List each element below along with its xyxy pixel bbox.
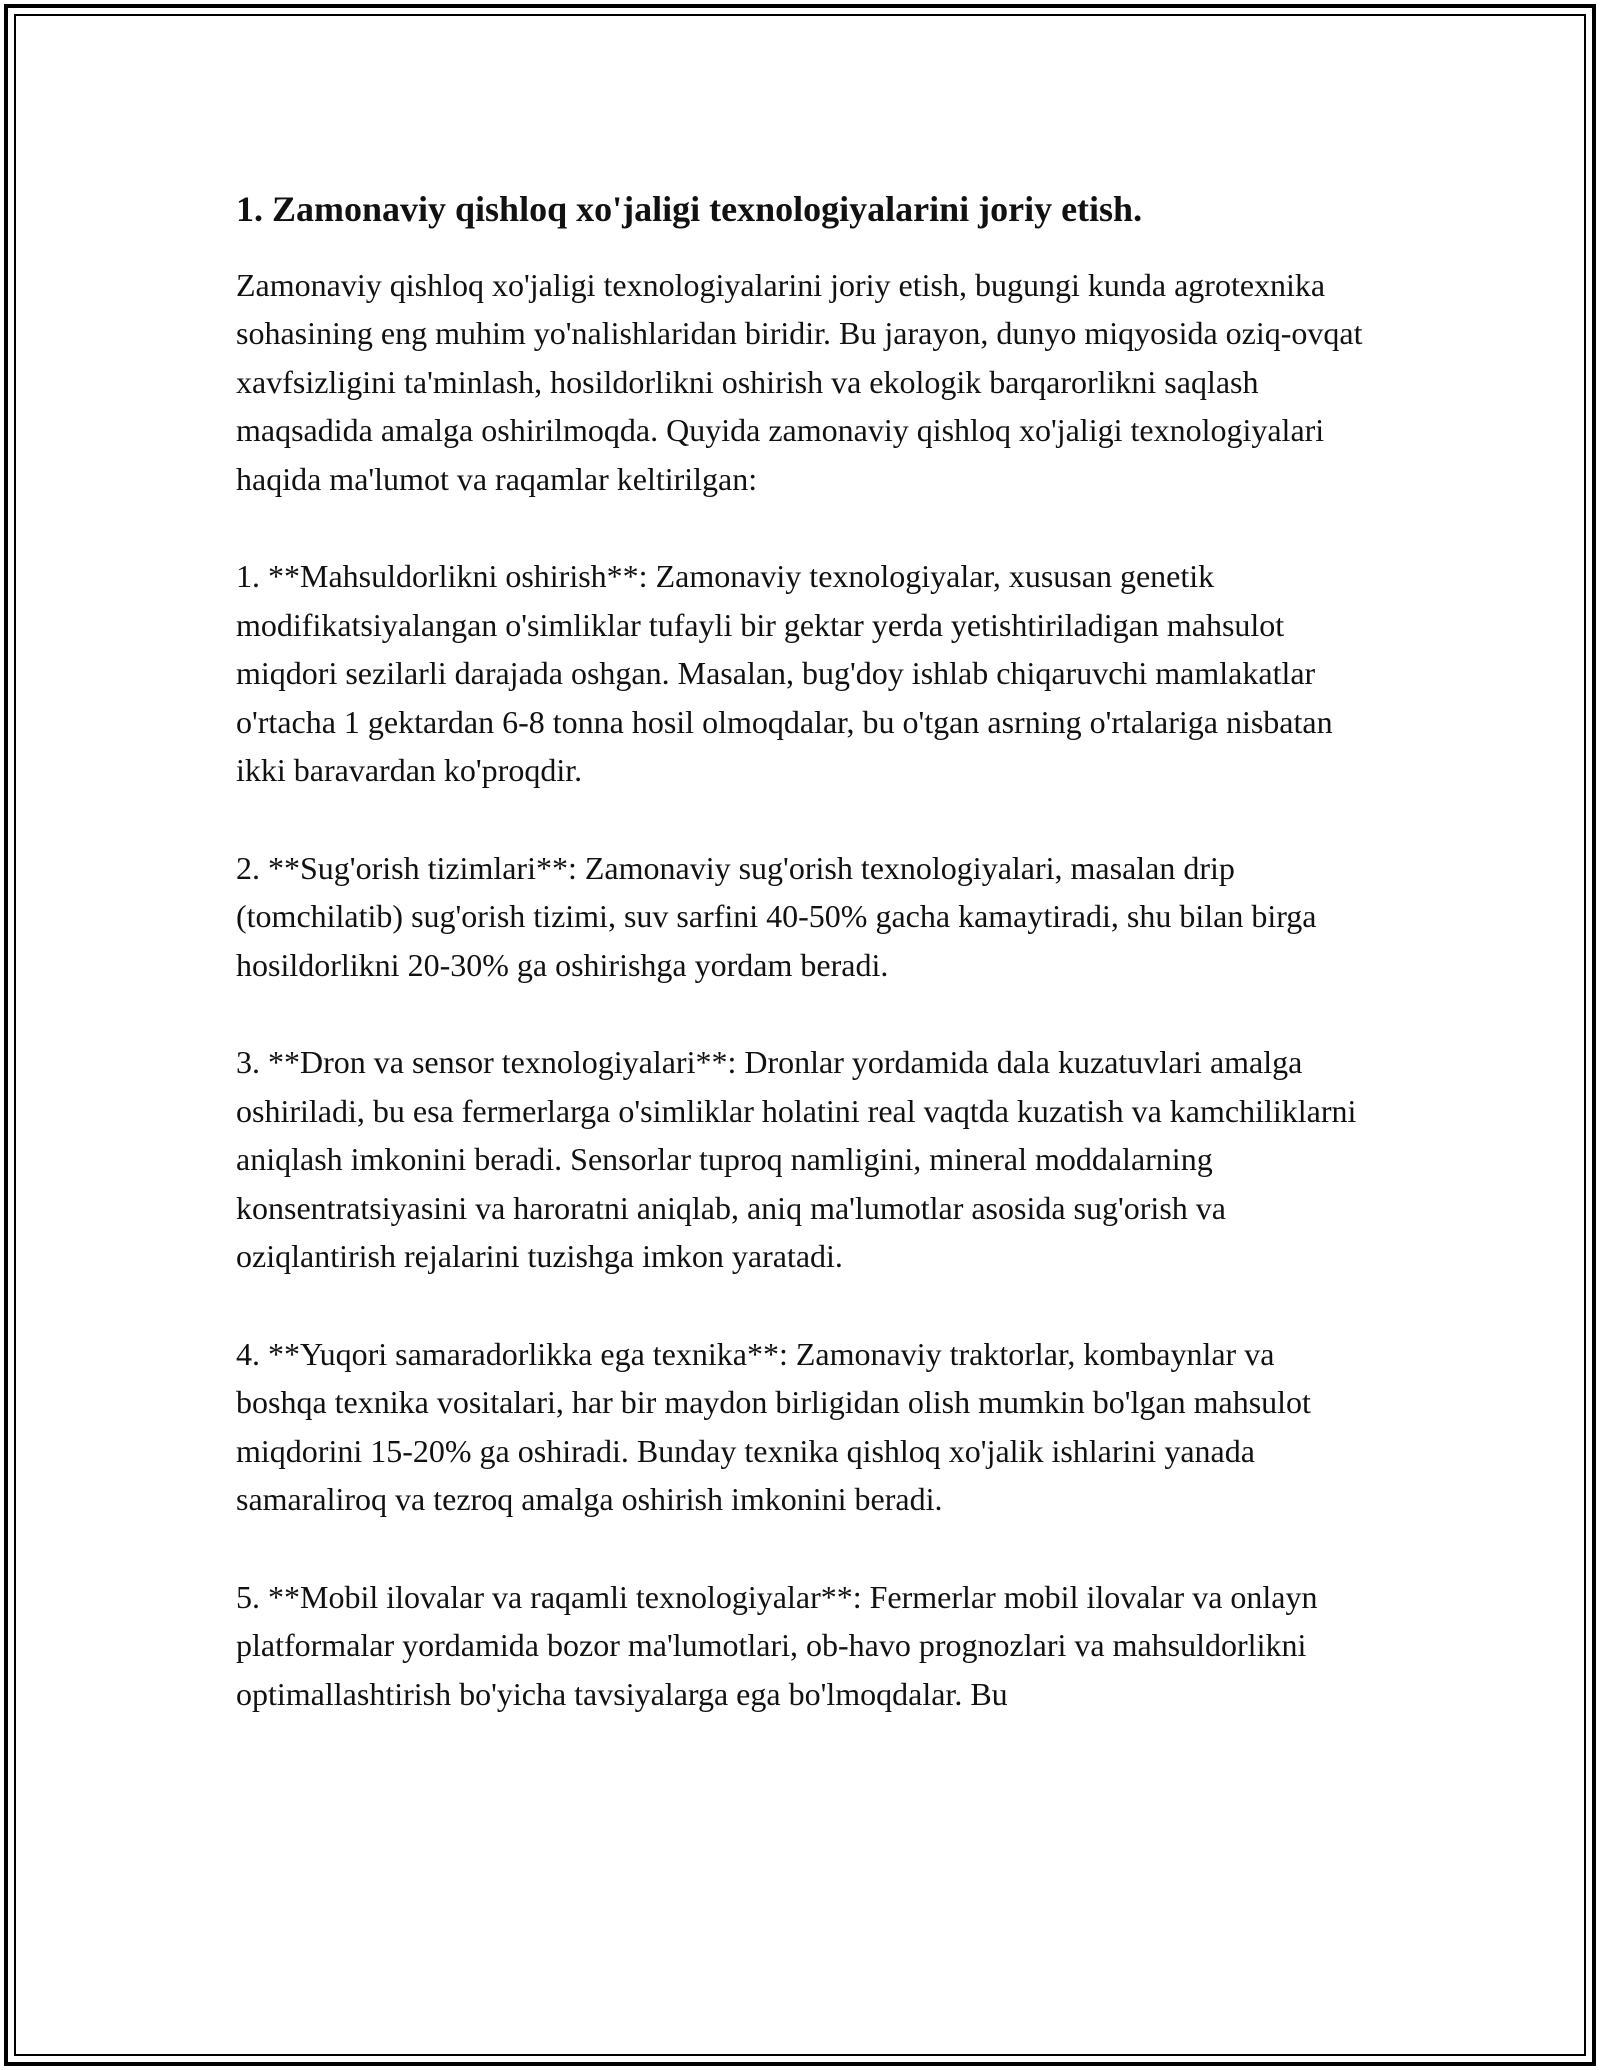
list-item-machinery: 4. **Yuqori samaradorlikka ega texnika**: Zamonaviy traktorlar, kombaynlar va boshqa texnika vositalari, har bir maydon birligidan olish mumkin bo'lgan mahsulot miqdorini 15-20% ga oshiradi. Bunday texnika qishloq xo'jalik ishlarini yanada samaraliroq va tezroq amalga oshirish imkonini beradi. [236, 1335, 1311, 1518]
list-item-mobile-apps: 5. **Mobil ilovalar va raqamli texnologiyalar**: Fermerlar mobil ilovalar va onlayn platformalar yordamida bozor ma'lumotlari, ob-havo prognozlari va mahsuldorlikni optimallashtirish bo'yicha tavsiyalarga ega bo'lmoqdalar. Bu [236, 1578, 1318, 1712]
document-body [236, 186, 1371, 1718]
list-item-drones-sensors: 3. **Dron va sensor texnologiyalari**: Dronlar yordamida dala kuzatuvlari amalga oshiriladi, bu esa fermerlarga o'simliklar holatini real vaqtda kuzatish va kamchiliklarni aniqlash imkonini beradi. Sensorlar tuproq namligini, mineral moddalarning konsentratsiyasini va haroratni aniqlab, aniq ma'lumotlar asosida sug'orish va oziqlantirish rejalarini tuzishga imkon yaratadi. [236, 1044, 1357, 1275]
list-item-productivity: 1. **Mahsuldorlikni oshirish**: Zamonaviy texnologiyalar, xususan genetik modifikatsiyalangan o'simliklar tufayli bir gektar yerda yetishtiriladigan mahsulot miqdori sezilarli darajada oshgan. Masalan, bug'doy ishlab chiqaruvchi mamlakatlar o'rtacha 1 gektardan 6-8 tonna hosil olmoqdalar, bu o'tgan asrning o'rtalariga nisbatan ikki baravardan ko'proqdir. [236, 558, 1333, 789]
list-item-irrigation: 2. **Sug'orish tizimlari**: Zamonaviy sug'orish texnologiyalari, masalan drip (tomchilatib) sug'orish tizimi, suv sarfini 40-50% gacha kamaytiradi, shu bilan birga hosildorlikni 20-30% ga oshirishga yordam beradi. [236, 849, 1317, 983]
intro-paragraph: Zamonaviy qishloq xo'jaligi texnologiyalarini joriy etish, bugungi kunda agrotexnika sohasining eng muhim yo'nalishlaridan biridir. Bu jarayon, dunyo miqyosida oziq-ovqat xavfsizligini ta'minlash, hosildorlikni oshirish va ekologik barqarorlikni saqlash maqsadida amalga oshirilmoqda. Quyida zamonaviy qishloq xo'jaligi texnologiyalari haqida ma'lumot va raqamlar keltirilgan: [236, 266, 1363, 497]
document-title: 1. Zamonaviy qishloq xo'jaligi texnologiyalarini joriy etish. [236, 189, 1143, 229]
